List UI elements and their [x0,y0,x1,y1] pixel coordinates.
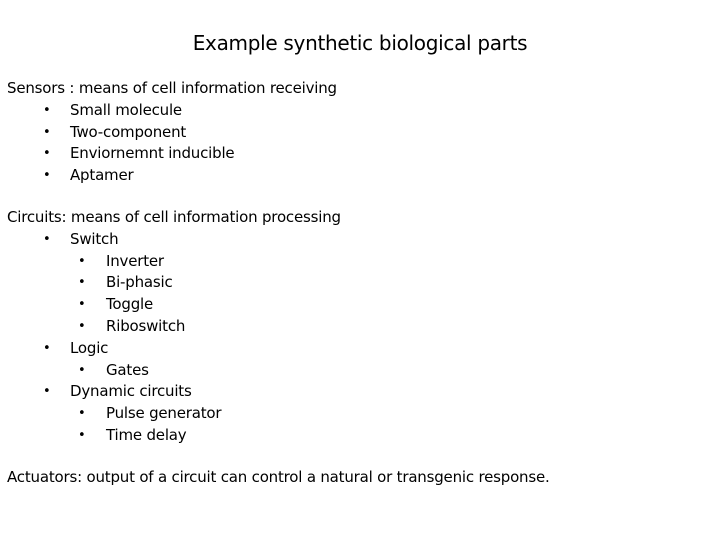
list-item [7,403,712,425]
dynamic-item: Time delay [106,425,187,444]
slide-title: Example synthetic biological parts [192,31,528,55]
sensors-heading: Sensors : means of cell information receiving [7,79,337,97]
list-item [7,143,712,165]
list-item [7,294,712,316]
bullet-icon: • [78,297,86,313]
list-item [7,229,712,251]
switch-item: Riboswitch [106,316,186,335]
sensor-item: Two-component [70,122,187,141]
switch-item: Bi-phasic [106,273,173,292]
list-item [7,316,712,338]
bullet-icon: • [78,253,86,269]
circuit-category-switch: Switch [70,229,119,248]
actuators-heading: Actuators: output of a circuit can control a natural or transgenic response. [7,467,550,486]
bullet-icon: • [43,340,51,356]
bullet-icon: • [78,275,86,291]
switch-item: Toggle [106,295,154,314]
section-spacer [7,447,712,467]
list-item [7,165,712,187]
bullet-icon: • [43,384,51,400]
dynamic-item: Pulse generator [106,404,222,423]
section-spacer [7,187,712,207]
logic-item: Gates [106,360,149,379]
bullet-icon: • [43,146,51,162]
circuits-heading: Circuits: means of cell information processing [7,207,341,226]
bullet-icon: • [78,362,86,378]
sensor-item: Enviornemnt inducible [70,144,235,163]
sensor-item: Aptamer [70,166,134,185]
bullet-icon: • [78,427,86,443]
circuit-category-logic: Logic [70,338,109,357]
circuit-category-dynamic: Dynamic circuits [70,382,192,401]
list-item [7,360,712,382]
list-item [7,381,712,403]
bullet-icon: • [78,406,86,422]
bullet-icon: • [78,318,86,334]
sensor-item: Small molecule [70,100,182,119]
list-item [7,425,712,447]
bullet-icon: • [43,231,51,247]
switch-item: Inverter [106,251,164,270]
list-item [7,122,712,144]
bullet-icon: • [43,168,51,184]
list-item [7,100,712,122]
list-item [7,251,712,273]
list-item [7,272,712,294]
slide-body [7,78,712,489]
bullet-icon: • [43,124,51,140]
list-item [7,338,712,360]
bullet-icon: • [43,102,51,118]
